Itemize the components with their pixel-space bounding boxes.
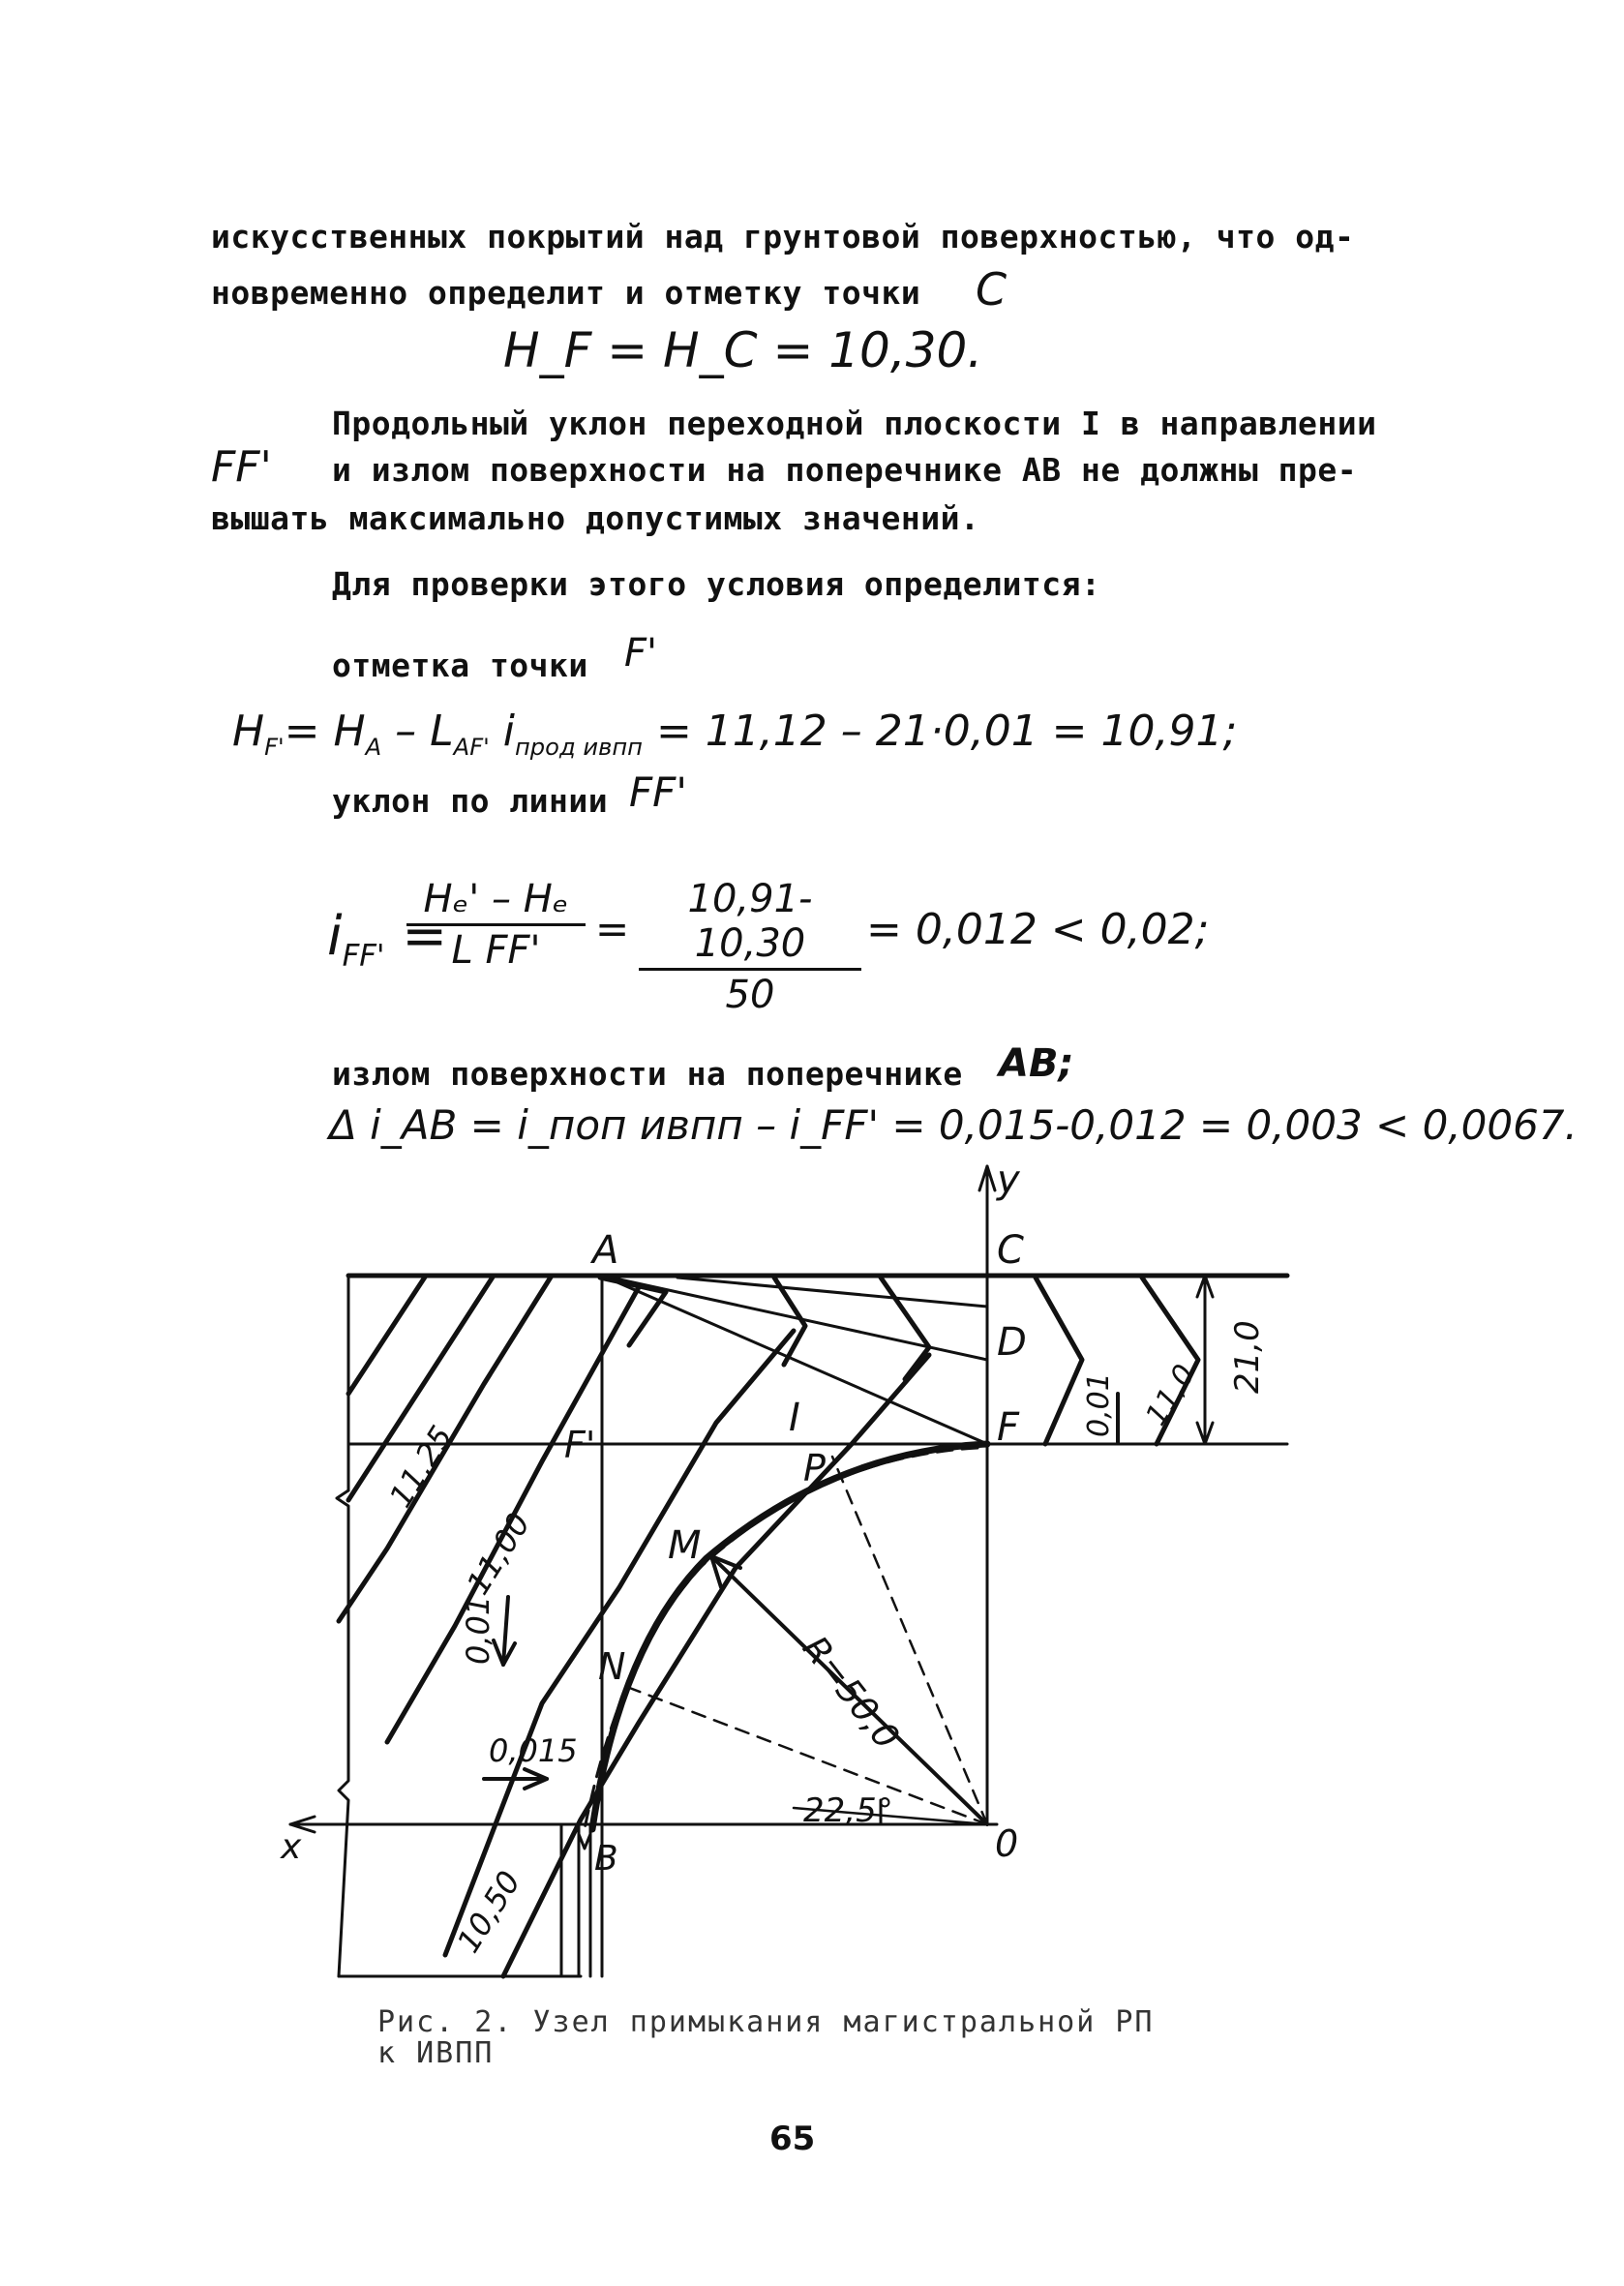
contour-1100-label: 11,00	[459, 1506, 538, 1602]
dim-21-label: 21,0	[1228, 1320, 1267, 1394]
text-line-5: вышать максимально допустимых значений.	[211, 499, 980, 537]
point-f-prime-label: F'	[624, 631, 658, 676]
point-o-label: 0	[995, 1822, 1019, 1865]
point-f-label: F	[997, 1405, 1020, 1450]
text-line-6: Для проверки этого условия определится:	[332, 565, 1101, 603]
point-c-label: C	[976, 263, 1007, 316]
slope-001-right-label: 0,01	[1082, 1372, 1116, 1437]
point-b-label: B	[594, 1839, 618, 1879]
text-line-3: Продольный уклон переходной плоскости I в направлении	[332, 405, 1377, 442]
text-line-1: искусственных покрытий над грунтовой поверхностью, что од-	[211, 218, 1355, 256]
figure-caption: Рис. 2. Узел примыкания магистральной РП к ИВПП	[377, 2005, 1155, 2070]
point-a-label: A	[592, 1228, 619, 1273]
text-line-4: и излом поверхности на поперечнике АВ не должны пре-	[332, 451, 1358, 489]
document-page: искусственных покрытий над грунтовой поверхностью, что од- новременно определит и отметку точки C H_F = H_C = 10,30. Продольный уклон переходной плоскости I в направлении FF' и излом поверхности на поперечнике АВ не должны пре- вышать максимально допустимых значений. Для проверки этого условия определится: отметка точки F' $H_{F'}= H_A - L_{AF'}$ $i_{прод ивпп} = 11,12 - 21\cdot 0,01 = 10,91$; уклон по линии FF' $i_{FF'}$ = $\frac{\text{Hₑ' – Hₑ}}{\text{L FF'}}$ = $\frac{10,91-10,30}{50}$ = 0,012 < 0,02; излом поверхности на поперечнике АВ; Δ i_AB = i_поп ивпп – i_FF' = 0,015-0,012 = 0,003 < 0,0067. y x A C D F F' I P M N B 0 R=50,0 22,5° 21,0 11,25 11,00 10,50 11,0 0,01 0,015 0,01 Рис. 2. Узел примыкания магистральной РП к ИВПП 65	[0, 0, 1624, 2286]
radius-label: R=50,0	[794, 1629, 907, 1758]
page-number: 65	[769, 2120, 816, 2158]
equation-hf-hc: H_F = H_C = 10,30.	[503, 322, 983, 378]
point-p-label: P	[803, 1447, 826, 1489]
text-line-8: уклон по линии	[332, 782, 609, 820]
point-m-label: M	[668, 1523, 702, 1568]
plane-i-label: I	[789, 1396, 800, 1440]
angle-label: 22,5°	[803, 1791, 893, 1830]
eq3-result: = 0,012 < 0,02;	[866, 905, 1210, 954]
x-axis-label: x	[281, 1827, 302, 1867]
ab-label: АВ;	[999, 1041, 1074, 1086]
equation-delta-iab: Δ i_AB = i_поп ивпп – i_FF' = 0,015-0,012 = 0,003 < 0,0067.	[329, 1101, 1578, 1149]
contour-1125-label: 11,25	[381, 1419, 461, 1515]
contour-110-right-label: 11,0	[1139, 1359, 1203, 1432]
equation-hf-prime: $H_{F'}= H_A - L_{AF'}$ $i_{прод ивпп} = 11,12 - 21\cdot 0,01 = 10,91$;	[232, 707, 1238, 761]
ff-label: FF'	[211, 442, 272, 492]
point-n-label: N	[598, 1645, 626, 1688]
point-c-diagram-label: C	[997, 1228, 1024, 1273]
eq3-fraction-2: $\frac{10,91-10,30}{50}$	[639, 877, 861, 1017]
point-d-label: D	[997, 1320, 1027, 1365]
slope-0015-label: 0,015	[489, 1732, 578, 1769]
text-line-2: новременно определит и отметку точки	[211, 274, 921, 312]
point-f-prime-diagram-label: F'	[564, 1424, 596, 1466]
eq3-fraction-1: $\frac{\text{Hₑ' – Hₑ}}{\text{L FF'}}$	[406, 877, 586, 973]
text-line-7: отметка точки	[332, 647, 588, 684]
left-border-line	[337, 1490, 348, 1976]
y-axis-label: y	[997, 1158, 1020, 1202]
text-line-9: излом поверхности на поперечнике	[332, 1055, 963, 1093]
contour-1050-label: 10,50	[449, 1864, 528, 1960]
line-ff-label: FF'	[629, 768, 687, 816]
slope-001-left-label: 0,01	[460, 1595, 496, 1665]
eq3-i: $i_{FF'}$ =	[327, 905, 448, 975]
